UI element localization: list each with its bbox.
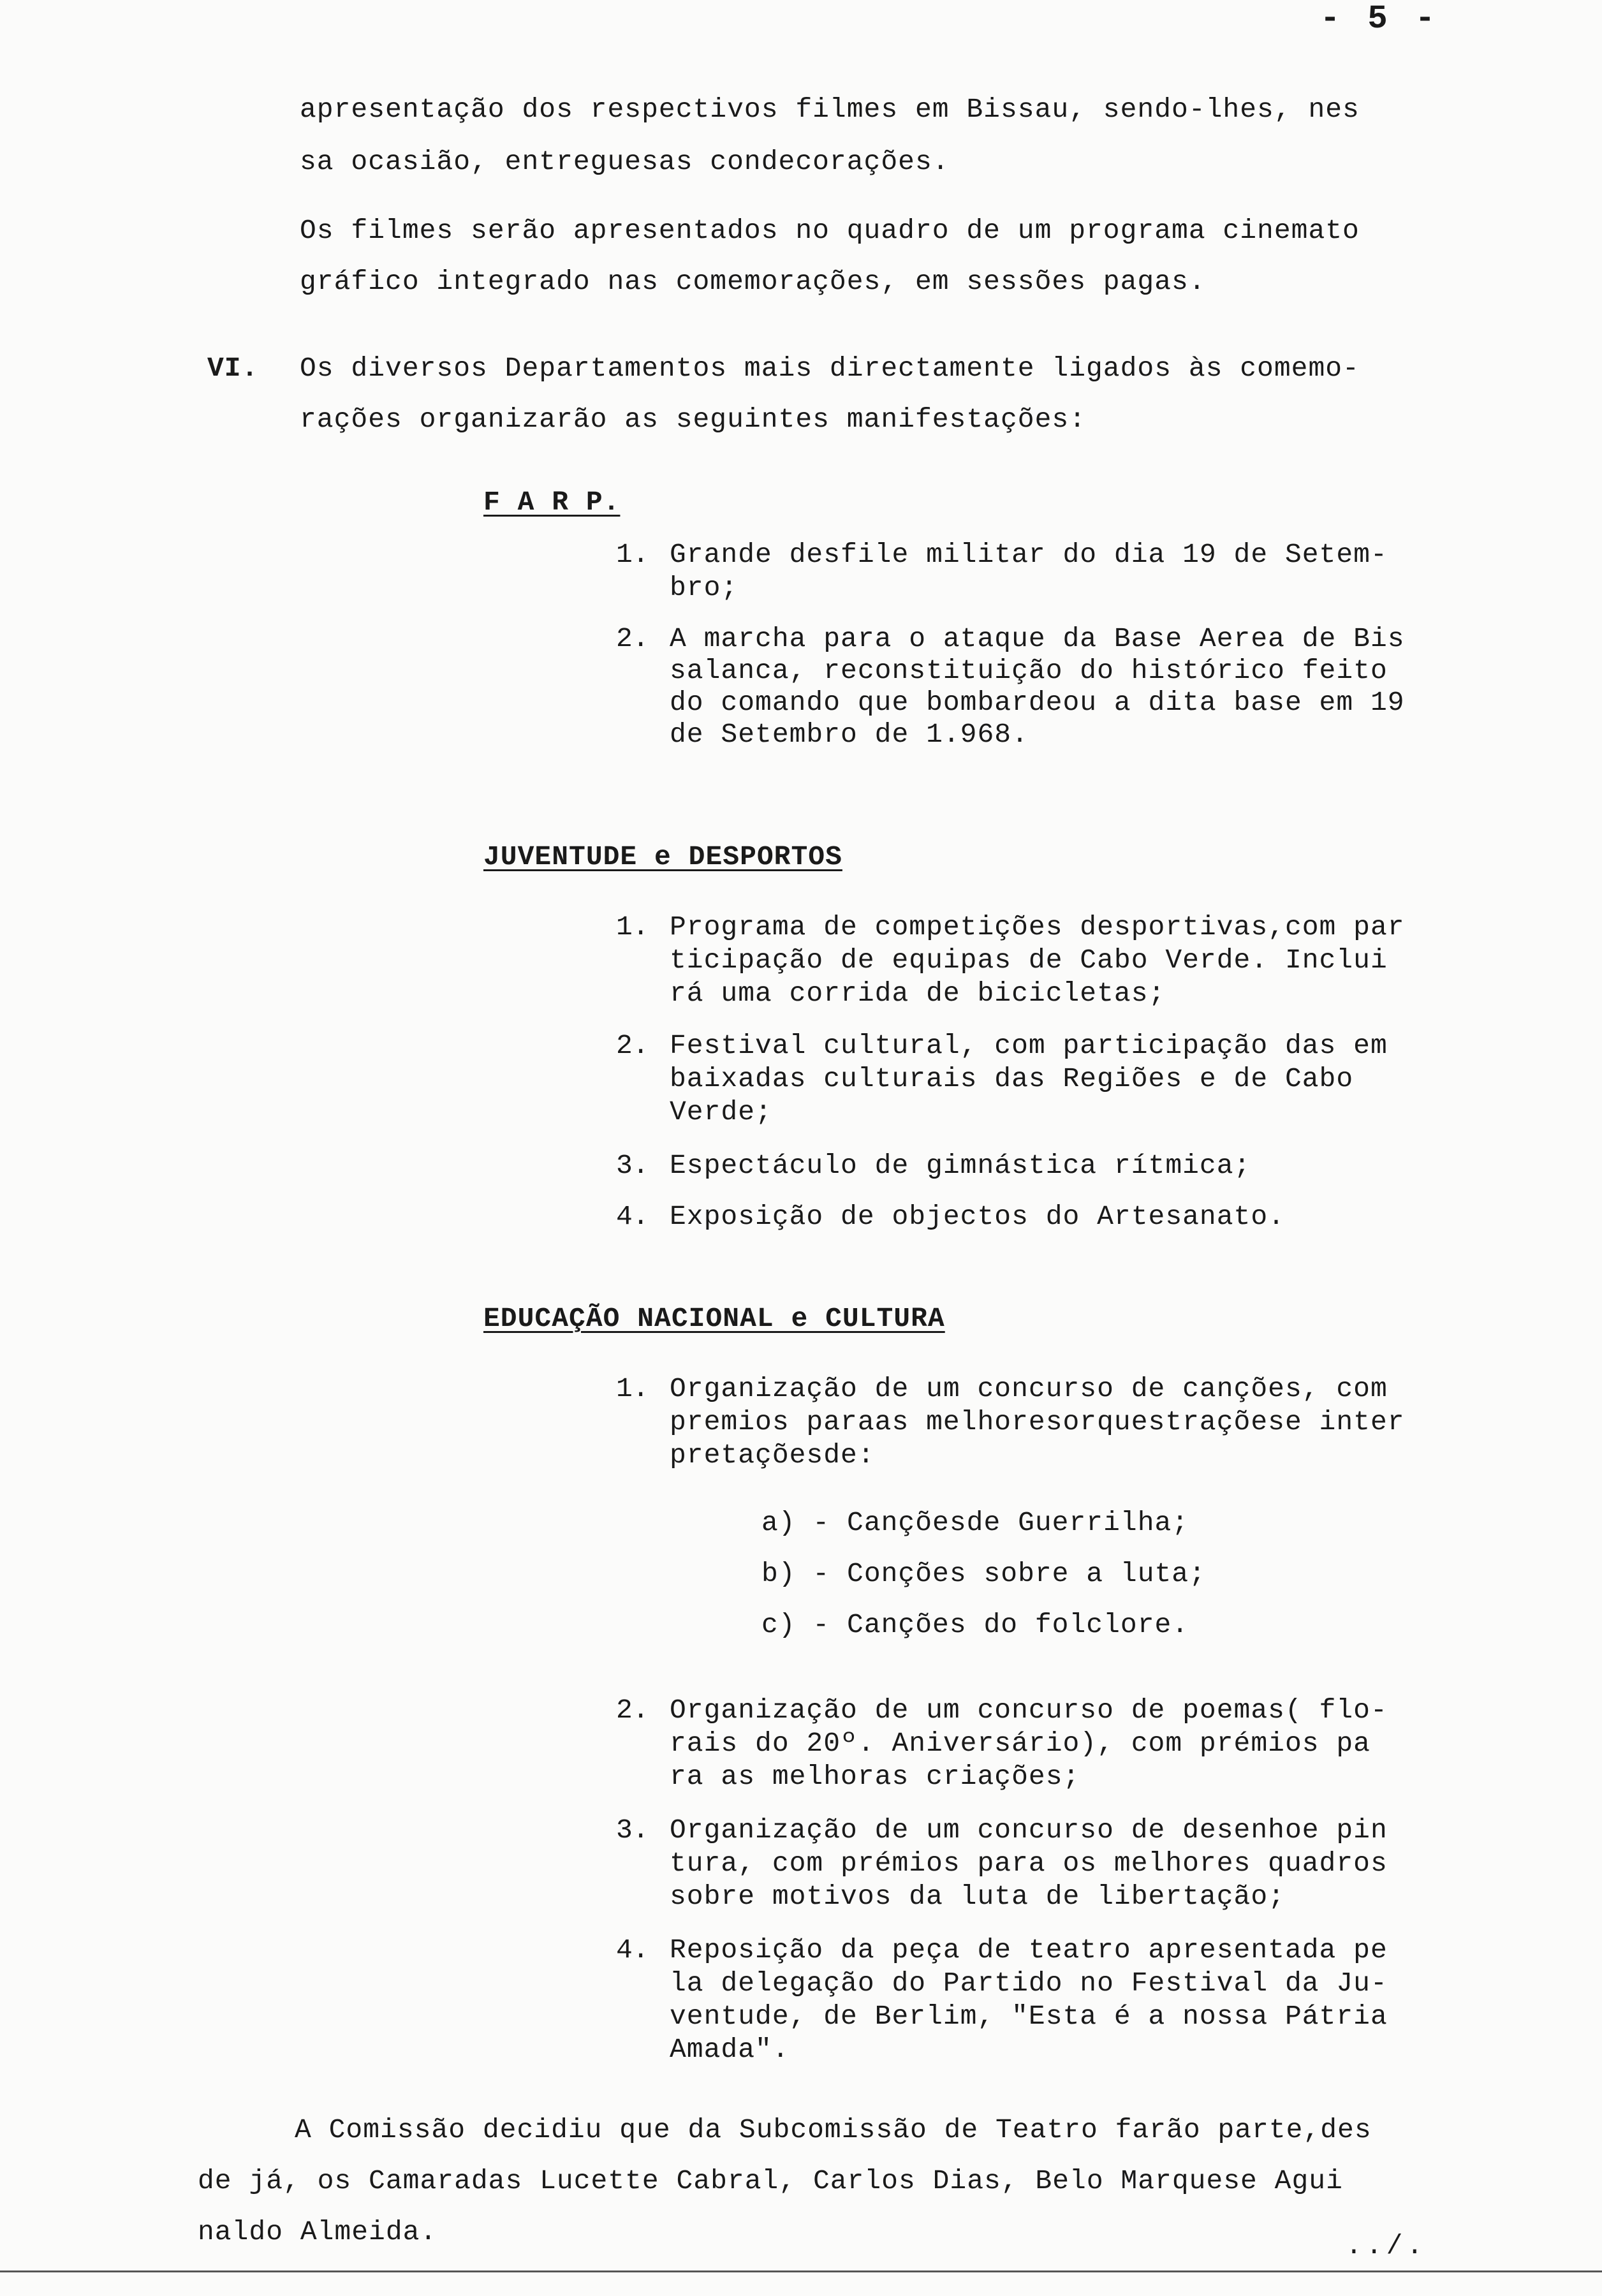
educacao-item-3-line-3: sobre motivos da luta de libertação;: [670, 1881, 1285, 1912]
educacao-item-1-number: 1.: [616, 1373, 649, 1404]
educacao-heading: EDUCAÇÃO NACIONAL e CULTURA: [483, 1303, 945, 1334]
closing-line-1: A Comissão decidiu que da Subcomissão de Teatro farão parte,des: [295, 2114, 1372, 2145]
juventude-item-2-number: 2.: [616, 1030, 649, 1061]
juventude-item-1-number: 1.: [616, 911, 649, 943]
page-number: - 5 -: [1320, 0, 1439, 38]
educacao-item-3-line-2: tura, com prémios para os melhores quadros: [670, 1848, 1388, 1879]
farp-heading: F A R P.: [483, 487, 621, 518]
farp-item-1-number: 1.: [616, 539, 649, 570]
closing-line-2: de já, os Camaradas Lucette Cabral, Carlos Dias, Belo Marquese Agui: [198, 2165, 1343, 2197]
closing-line-3: naldo Almeida.: [198, 2216, 437, 2248]
farp-item-1-line-2: bro;: [670, 572, 739, 603]
educacao-item-1-line-1: Organização de um concurso de canções, com: [670, 1373, 1388, 1404]
educacao-item-1-line-3: pretaçõesde:: [670, 1439, 875, 1471]
educacao-item-4-line-4: Amada".: [670, 2034, 790, 2065]
juventude-heading: JUVENTUDE e DESPORTOS: [483, 841, 842, 872]
educacao-item-4-line-2: la delegação do Partido no Festival da Ju-: [670, 1968, 1388, 1999]
juventude-item-2-line-1: Festival cultural, com participação das em: [670, 1030, 1388, 1061]
farp-item-2-line-3: do comando que bombardeou a dita base em 19: [670, 687, 1405, 718]
page-bottom-edge: [0, 2270, 1602, 2272]
farp-item-2-number: 2.: [616, 623, 649, 654]
educacao-item-2-line-1: Organização de um concurso de poemas( flo-: [670, 1695, 1388, 1726]
educacao-subitem-c: c) - Canções do folclore.: [761, 1609, 1189, 1640]
juventude-item-1-line-1: Programa de competições desportivas,com par: [670, 911, 1405, 943]
section-numeral: VI.: [207, 353, 259, 384]
educacao-item-1-line-2: premios paraas melhoresorquestraçõese inter: [670, 1406, 1405, 1438]
juventude-item-3-line-1: Espectáculo de gimnástica rítmica;: [670, 1150, 1251, 1181]
educacao-item-4-line-1: Reposição da peça de teatro apresentada pe: [670, 1934, 1388, 1966]
juventude-item-4-line-1: Exposição de objectos do Artesanato.: [670, 1201, 1285, 1232]
farp-item-1-line-1: Grande desfile militar do dia 19 de Setem-: [670, 539, 1388, 570]
section-vi-line-2: rações organizarão as seguintes manifestações:: [300, 404, 1086, 435]
juventude-item-1-line-3: rá uma corrida de bicicletas;: [670, 978, 1166, 1009]
intro-line-2: sa ocasião, entreguesas condecorações.: [300, 146, 950, 177]
continuation-mark: ../.: [1346, 2230, 1427, 2262]
juventude-item-2-line-2: baixadas culturais das Regiões e de Cabo: [670, 1063, 1354, 1094]
farp-item-2-line-1: A marcha para o ataque da Base Aerea de Bis: [670, 623, 1405, 654]
juventude-item-3-number: 3.: [616, 1150, 649, 1181]
juventude-item-2-line-3: Verde;: [670, 1096, 772, 1128]
educacao-item-3-line-1: Organização de um concurso de desenhoe pin: [670, 1814, 1388, 1846]
educacao-item-2-line-3: ra as melhoras criações;: [670, 1761, 1080, 1792]
educacao-item-2-number: 2.: [616, 1695, 649, 1726]
intro-line-4: gráfico integrado nas comemorações, em sessões pagas.: [300, 266, 1206, 297]
educacao-item-4-line-3: ventude, de Berlim, "Esta é a nossa Pátria: [670, 2001, 1388, 2032]
farp-item-2-line-2: salanca, reconstituição do histórico feito: [670, 655, 1388, 686]
educacao-item-4-number: 4.: [616, 1934, 649, 1966]
juventude-item-4-number: 4.: [616, 1201, 649, 1232]
intro-line-3: Os filmes serão apresentados no quadro de um programa cinemato: [300, 215, 1360, 246]
intro-line-1: apresentação dos respectivos filmes em Bissau, sendo-lhes, nes: [300, 94, 1360, 125]
educacao-subitem-a: a) - Cançõesde Guerrilha;: [761, 1507, 1189, 1538]
section-vi-line-1: Os diversos Departamentos mais directamente ligados às comemo-: [300, 353, 1360, 384]
juventude-item-1-line-2: ticipação de equipas de Cabo Verde. Inclui: [670, 945, 1388, 976]
farp-item-2-line-4: de Setembro de 1.968.: [670, 719, 1029, 750]
educacao-subitem-b: b) - Conções sobre a luta;: [761, 1558, 1206, 1589]
educacao-item-2-line-2: rais do 20º. Aniversário), com prémios pa: [670, 1728, 1371, 1759]
educacao-item-3-number: 3.: [616, 1814, 649, 1846]
